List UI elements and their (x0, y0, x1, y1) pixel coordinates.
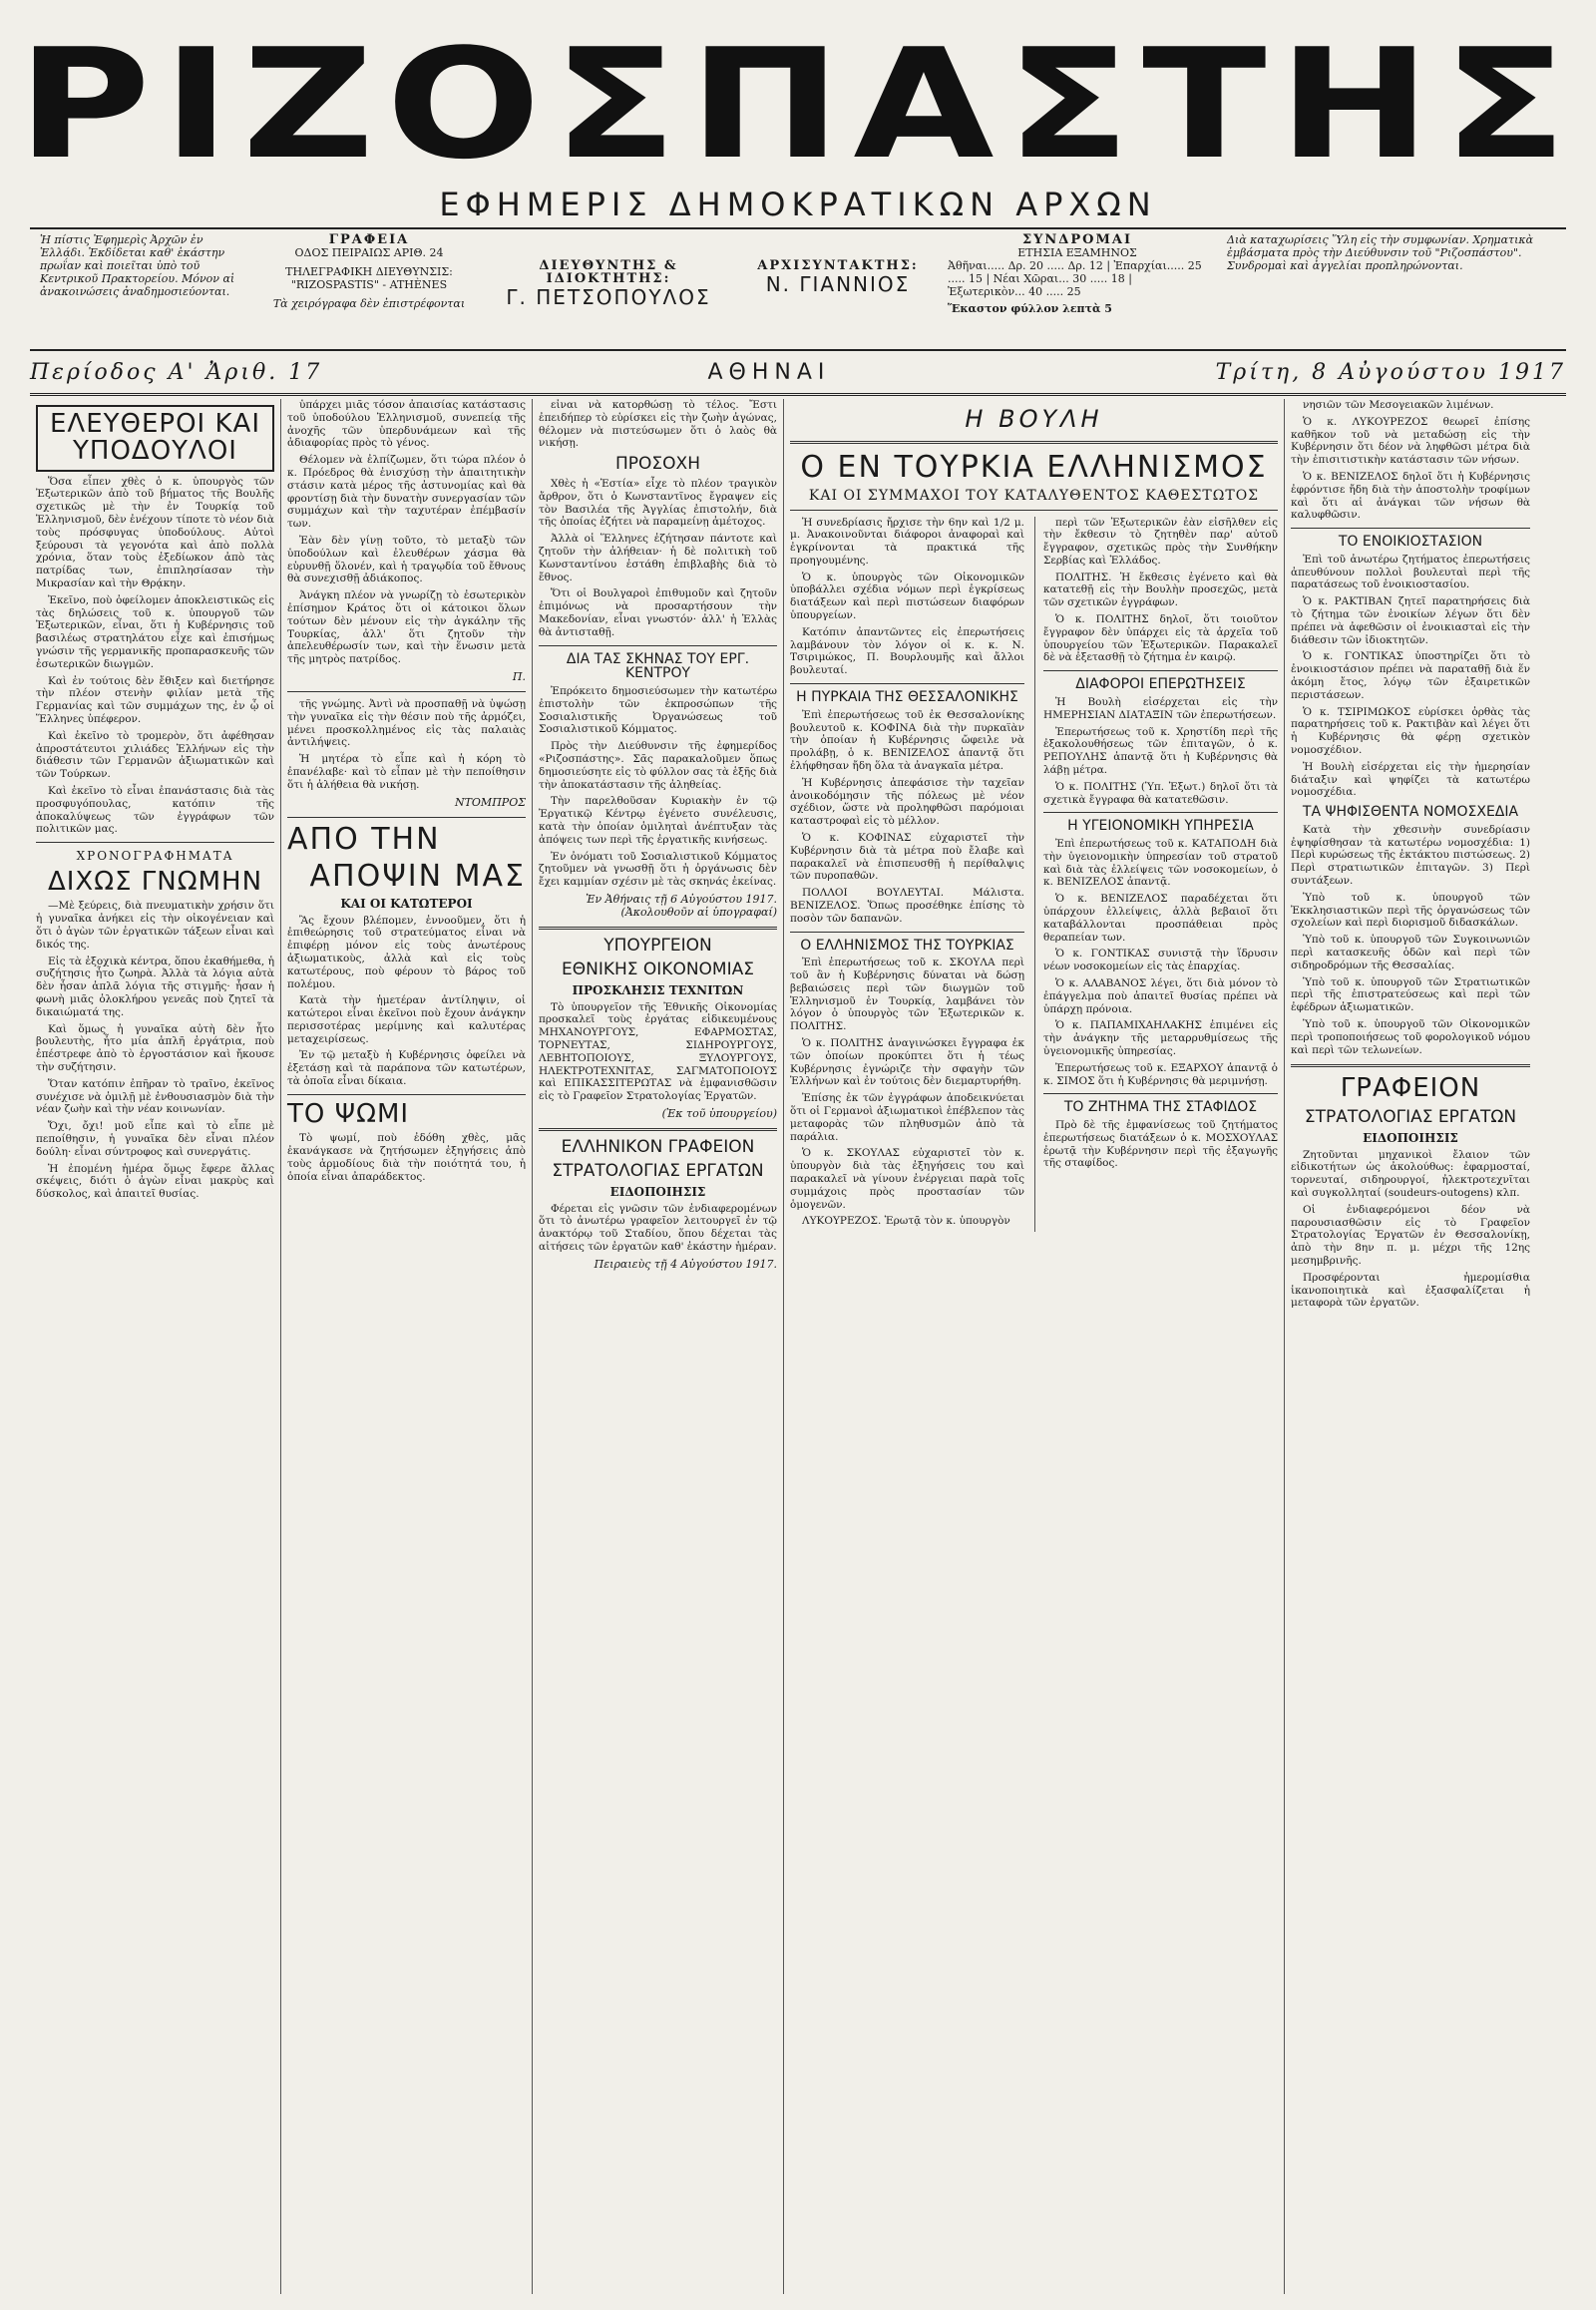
headline-labor-center: ΔΙΑ ΤΑΣ ΣΚΗΝΑΣ ΤΟΥ ΕΡΓ. ΚΕΝΤΡΟΥ (566, 650, 750, 682)
notices-box (1217, 229, 1566, 349)
offices-note: Τὰ χειρόγραφα δὲν ἐπιστρέφονται (272, 297, 466, 310)
headline-health-service: Η ΥΓΕΙΟΝΟΜΙΚΗ ΥΠΗΡΕΣΙΑ (1067, 818, 1254, 835)
article-paragraph: Κατόπιν ἀπαντῶντες εἰς ἐπερωτήσεις λαμβάνουν τὸν λόγον οἱ κ. κ. Ν. Τσιριμώκος, Π. Βουρλουμῆς καὶ ἄλλοι βουλευταί. (790, 625, 1024, 677)
column-4-parliament (784, 399, 1285, 2294)
subscriptions-columns: ΕΤΗΣΙΑ ΕΞΑΜΗΝΟΣ (1017, 246, 1137, 259)
motto-box (30, 229, 259, 349)
article-paragraph: Ὑπὸ τοῦ κ. ὑπουργοῦ τῶν Οἰκονομικῶν περὶ τροποποιήσεως τοῦ φορολογικοῦ νόμου καὶ περὶ τῶν τελωνείων. (1291, 1018, 1530, 1056)
article-paragraph: Χθὲς ἡ «Ἑστία» εἶχε τὸ πλέον τραγικὸν ἄρθρον, ὅτι ὁ Κωνσταντῖνος ἔγραψεν εἰς τὸν Βασιλέα τῆς Ἀγγλίας ἐπιστολήν, διὰ τῆς ὁποίας ἐζήτει νὰ παραμείνῃ ἀμέτοχος. (539, 478, 777, 529)
article-paragraph: —Μὲ ξεύρεις, διὰ πνευματικὴν χρήσιν ὅτι ἡ γυναῖκα ἀνήκει εἰς τὴν οἰκογένειαν καὶ ὅτι ὁ ἀγὼν τῶν ἐργατικῶν τάξεων εἶναι καὶ δικός της. (36, 900, 274, 951)
article-signature: Ἐν Ἀθήναις τῇ 6 Αὐγούστου 1917. (Ἀκολουθοῦν αἱ ὑπογραφαί) (586, 892, 777, 919)
article-paragraph: Ὁ κ. ΠΟΛΙΤΗΣ ἀναγινώσκει ἔγγραφα ἐκ τῶν ὁποίων προκύπτει ὅτι ἡ τέως Κυβέρνησις ἐγνώριζε τὴν σφαγὴν τῶν Ἑλλήνων καὶ ἐν τούτοις δὲν διεμαρτυρήθη. (790, 1036, 1024, 1088)
divider (539, 645, 777, 646)
article-paragraph: Καὶ ἐν τούτοις δὲν ἔθιξεν καὶ διετήρησε τὴν πλέον στενὴν φιλίαν μετὰ τῆς Γερμανίας καὶ τῶν συμμάχων της, ἐν ᾧ οἱ Ἕλληνες ὑπέφερον. (36, 674, 274, 725)
headline-hellenism-turkey: Ο ΕΝ ΤΟΥΡΚΙΑ ΕΛΛΗΝΙΣΜΟΣ (800, 450, 1268, 485)
newspaper-subtitle: ΕΦΗΜΕΡΙΣ ΔΗΜΟΚΡΑΤΙΚΩΝ ΑΡΧΩΝ (439, 186, 1157, 223)
director-heading: ΔΙΕΥΘΥΝΤΗΣ & ΙΔΙΟΚΤΗΤΗΣ: (539, 258, 678, 286)
column-3 (533, 399, 784, 2294)
divider (539, 1128, 777, 1131)
article-paragraph: Θέλομεν νὰ ἐλπίζωμεν, ὅτι τώρα πλέον ὁ κ. Πρόεδρος θὰ ἐνισχύσῃ τὴν ἀπαιτητικὴν στάσιν κατὰ μέρος τῆς ἀστυνομίας καὶ θὰ φροντίσῃ διὰ τὴν δυνατὴν συνεργασίαν τῶν συμμάχων καὶ τὴν ταχυτέραν ἐπέμβασίν των. (287, 454, 526, 531)
headline-hellenism-of-turkey: Ο ΕΛΛΗΝΙΣΜΟΣ ΤΗΣ ΤΟΥΡΚΙΑΣ (800, 937, 1014, 954)
article-paragraph: τῆς γνώμης. Ἀντὶ νὰ προσπαθῇ νὰ ὑψώσῃ τὴν γυναῖκα εἰς τὴν θέσιν ποὺ τῆς ἀρμόζει, μένει προσκολλημένος εἰς τὰς παλαιὰς ἀντιλήψεις. (287, 697, 526, 749)
headline-apopsin-mas: ΑΠΟΨΙΝ ΜΑΣ (309, 859, 526, 895)
article-paragraph: Ὁ κ. ΡΑΚΤΙΒΑΝ ζητεῖ παρατηρήσεις διὰ τὸ ζήτημα τῶν ἐνοικίων λέγων ὅτι δὲν πρέπει νὰ ἀφεθῶσιν οἱ ἐνοικιασταὶ εἰς τὴν διάθεσιν τῶν ἰδιοκτητῶν. (1291, 595, 1530, 646)
parliament-left (790, 517, 1024, 1233)
article-paragraph: περὶ τῶν Ἐξωτερικῶν ἐὰν εἰσῆλθεν εἰς τὴν ἔκθεσιν τὸ ζητηθὲν παρ' αὐτοῦ ἔγγραφον, σχετικῶς πρὸς τὴν Συνθήκην Σερβίας καὶ Ἑλλάδος. (1043, 516, 1278, 567)
article-paragraph: Ὑπὸ τοῦ κ. ὑπουργοῦ τῶν Στρατιωτικῶν περὶ τῆς ἐπιστρατεύσεως καὶ περὶ τῶν ἐφέδρων ἀξιωματικῶν. (1291, 975, 1530, 1014)
editor-name: Ν. ΓΙΑΝΝΙΟΣ (765, 272, 911, 296)
divider (790, 683, 1024, 684)
article-paragraph: Ἡ μητέρα τὸ εἶπε καὶ ἡ κόρη τὸ ἐπανέλαβε· καὶ τὸ εἶπαν μὲ τὴν πεποίθησιν ὅτι ἡ ἀλήθεια θὰ νικήσῃ. (287, 753, 526, 791)
headline-workers-conscription: ΣΤΡΑΤΟΛΟΓΙΑΣ ΕΡΓΑΤΩΝ (1304, 1106, 1517, 1127)
article-paragraph: Ἐπὶ ἐπερωτήσεως τοῦ ἐκ Θεσσαλονίκης βουλευτοῦ κ. ΚΟΦΙΝΑ διὰ τὴν πυρκαϊὰν τὴν ὁποίαν ἡ Κυβέρνησις ὤφειλε νὰ προλάβῃ, ὁ κ. ΒΕΝΙΖΕΛΟΣ ἀπαντᾷ ὅτι ἐλήφθησαν ἤδη ὅλα τὰ ἀναγκαῖα μέτρα. (790, 708, 1024, 772)
offices-heading: ΓΡΑΦΕΙΑ (328, 232, 410, 247)
section-kicker: ΧΡΟΝΟΓΡΑΦΗΜΑΤΑ (76, 849, 234, 864)
headline-labor-conscription: ΣΤΡΑΤΟΛΟΓΙΑΣ ΕΡΓΑΤΩΝ (552, 1160, 764, 1181)
parliament-subcolumns (790, 517, 1278, 1233)
divider (287, 817, 526, 818)
headline-apo-tin: ΑΠΟ ΤΗΝ (287, 821, 441, 857)
article-paragraph: Κατὰ τὴν ἡμετέραν ἀντίληψιν, οἱ κατώτεροι εἶναι ἐκεῖνοι ποὺ ἔχουν ἀνάγκην περισσοτέρας μερίμνης καὶ καλυτέρας μεταχειρίσεως. (287, 994, 526, 1045)
editor-heading: ΑΡΧΙΣΥΝΤΑΚΤΗΣ: (757, 258, 919, 273)
article-paragraph: ΠΟΛΛΟΙ ΒΟΥΛΕΥΤΑΙ. Μάλιστα. ΒΕΝΙΖΕΛΟΣ. Ὅπως προσέθηκε ἐπίσης τὸ ποσὸν τῶν δαπανῶν. (790, 887, 1024, 925)
headline-rent-control: ΤΟ ΕΝΟΙΚΙΟΣΤΑΣΙΟΝ (1338, 534, 1483, 551)
article-paragraph: Ὁ κ. ΓΟΝΤΙΚΑΣ ὑποστηρίζει ὅτι τὸ ἐνοικιοστάσιον πρέπει νὰ παραταθῇ διὰ ἕν ἀκόμη ἔτος, λόγῳ τῶν ἐξαιρετικῶν περιστάσεων. (1291, 650, 1530, 701)
editor-box (738, 229, 938, 349)
subheadline: ΚΑΙ ΟΙ ΣΥΜΜΑΧΟΙ ΤΟΥ ΚΑΤΑΛΥΘΕΝΤΟΣ ΚΑΘΕΣΤΩΤΟΣ (808, 487, 1260, 504)
article-paragraph: Ὁ κ. ΑΛΑΒΑΝΟΣ λέγει, ὅτι διὰ μόνον τὸ ἐπάγγελμα ποὺ ἀπαιτεῖ θυσίας πρέπει νὰ ὑπάρχῃ πρόνοια. (1043, 976, 1278, 1015)
issue-city: ΑΘΗΝΑΙ (707, 359, 831, 385)
telegraph-address: ΤΗΛΕΓΡΑΦΙΚΗ ΔΙΕΥΘΥΝΣΙΣ: "RIZOSPASTIS" - ATHÈNES (285, 265, 453, 291)
headline-to-psomi: ΤΟ ΨΩΜΙ (287, 1098, 410, 1129)
headline-various-questions: ΔΙΑΦΟΡΟΙ ΕΠΕΡΩΤΗΣΕΙΣ (1075, 676, 1246, 693)
article-paragraph: Ἡ Βουλὴ εἰσέρχεται εἰς τὴν ἡμερησίαν διάταξιν καὶ ψηφίζει τὰ κατωτέρω νομοσχέδια. (1291, 760, 1530, 799)
dateline (30, 351, 1566, 396)
divider (1043, 812, 1278, 813)
article-paragraph: Ὁ κ. ΒΕΝΙΖΕΛΟΣ δηλοῖ ὅτι ἡ Κυβέρνησις ἐφρόντισε ἤδη διὰ τὴν ἀποστολὴν τροφίμων καὶ ὅτι αἱ ἀνάγκαι τῶν νήσων θὰ καλυφθῶσιν. (1291, 470, 1530, 522)
headline-office: ΓΡΑΦΕΙΟΝ (1340, 1073, 1481, 1104)
article-paragraph: Ἐν ὀνόματι τοῦ Σοσιαλιστικοῦ Κόμματος ζητοῦμεν νὰ γνωσθῇ ὅτι ἡ ὀργάνωσις δὲν ἔχει καμμίαν σχέσιν μὲ τὰς σκηνάς ἐκείνας. (539, 850, 777, 889)
column-2 (281, 399, 533, 2294)
article-paragraph: Ἐπίσης ἐκ τῶν ἐγγράφων ἀποδεικνύεται ὅτι οἱ Γερμανοὶ ἀξιωματικοὶ ἐπέβλεπον τὰς μεταφορὰς τῶν πληθυσμῶν ἀπὸ τὰ παράλια. (790, 1092, 1024, 1143)
subheadline: ΕΙΔΟΠΟΙΗΣΙΣ (1363, 1130, 1458, 1145)
article-paragraph: Ἀλλὰ οἱ Ἕλληνες ἐζήτησαν πάντοτε καὶ ζητοῦν τὴν ἀλήθειαν· ἡ δὲ πολιτικὴ τοῦ Κωνσταντίνου ἐστάθη ἐπιβλαβὴς διὰ τὸ ἔθνος. (539, 533, 777, 583)
article-paragraph: Τὴν παρελθοῦσαν Κυριακὴν ἐν τῷ Ἐργατικῷ Κέντρῳ ἐγένετο συνέλευσις, κατὰ τὴν ὁποίαν ὁμιληταὶ ἀνέπτυξαν τὰς ἀπόψεις των περὶ τῆς ἐργατικῆς κινήσεως. (539, 795, 777, 846)
columns (30, 399, 1566, 2294)
article-paragraph: Ὁ κ. ΓΟΝΤΙΚΑΣ συνιστᾷ τὴν ἵδρυσιν νέων νοσοκομείων εἰς τὰς ἐπαρχίας. (1043, 948, 1278, 973)
subheadline: ΕΙΔΟΠΟΙΗΣΙΣ (609, 1184, 706, 1199)
article-paragraph: Ζητοῦνται μηχανικοὶ ἔλαιον τῶν εἰδικοτήτων ὡς ἀκολούθως: ἐφαρμοσταί, τορνευταί, σιδηρουργοί, ἠλεκτροτεχνῖται καὶ συγκολληταί (soudeurs-outogens) κλπ. (1291, 1148, 1530, 1199)
subscriptions-heading: ΣΥΝΔΡΟΜΑΙ (1021, 232, 1133, 247)
article-paragraph: Πρὸ δὲ τῆς ἐμφανίσεως τοῦ ζητήματος ἐπερωτήσεως διατάξεων ὁ κ. ΜΟΣΧΟΥΛΑΣ ἐρωτᾷ τὴν Κυβέρνησιν περὶ τῆς ἐξαγωγῆς τῆς σταφίδος. (1043, 1119, 1278, 1170)
article-paragraph: Ἐπερωτήσεως τοῦ κ. ΕΞΑΡΧΟΥ ἀπαντᾷ ὁ κ. ΣΙΜΟΣ ὅτι ἡ Κυβέρνησις θὰ μεριμνήσῃ. (1043, 1061, 1278, 1087)
divider (36, 842, 274, 843)
article-paragraph: Ὁ κ. ΣΚΟΥΛΑΣ εὐχαριστεῖ τὸν κ. ὑπουργὸν διὰ τὰς ἐξηγήσεις του καὶ παρακαλεῖ νὰ γίνουν ἐνέργειαι παρὰ τοῖς συμμάχοις πρὸς προστασίαν τῶν ὁμογενῶν. (790, 1147, 1024, 1211)
article-paragraph: Οἱ ἐνδιαφερόμενοι δέον νὰ παρουσιασθῶσιν εἰς τὸ Γραφεῖον Στρατολογίας Ἐργατῶν ἐν Θεσσαλονίκῃ, ἀπὸ τὴν 8ην π. μ. μέχρι τῆς 12ης μεσημβρινῆς. (1291, 1203, 1530, 1267)
director-box (479, 229, 738, 349)
article-paragraph: ΠΟΛΙΤΗΣ. Ἡ ἔκθεσις ἐγένετο καὶ θὰ κατατεθῇ εἰς τὴν Βουλὴν προσεχῶς, μετὰ τῶν σχετικῶν ἐγγράφων. (1043, 571, 1278, 609)
offices-box (259, 229, 479, 349)
article-paragraph: Ὁ κ. ΚΟΦΙΝΑΣ εὐχαριστεῖ τὴν Κυβέρνησιν διὰ τὰ μέτρα ποὺ ἔλαβε καὶ παρακαλεῖ νὰ ἐπισπευσθῇ ἡ περίθαλψις τῶν πυροπαθῶν. (790, 831, 1024, 883)
article-paragraph: Ἡ Κυβέρνησις ἀπεφάσισε τὴν ταχεῖαν ἀνοικοδόμησιν τῆς πόλεως μὲ νέον σχέδιον, ὥστε νὰ προληφθῶσι παρόμοιαι καταστροφαὶ εἰς τὸ μέλλον. (790, 776, 1024, 828)
info-bar (30, 227, 1566, 351)
article-paragraph: Ὁ κ. ΒΕΝΙΖΕΛΟΣ παραδέχεται ὅτι ὑπάρχουν ἐλλείψεις, ἀλλὰ βεβαιοῖ ὅτι καταβάλλονται προσπάθειαι πρὸς θεραπείαν των. (1043, 893, 1278, 944)
article-paragraph: Ὁ κ. ΠΟΛΙΤΗΣ δηλοῖ, ὅτι τοιοῦτον ἔγγραφον δὲν ὑπάρχει εἰς τὰ ἀρχεῖα τοῦ ὑπουργείου τῶν Ἐξωτερικῶν. Παρακαλεῖ δὲ νὰ ἐξετασθῇ τὸ ζήτημα ἐν καιρῷ. (1043, 613, 1278, 664)
newspaper-title: ΡΙΖΟΣΠΑΣΤΗΣ (17, 16, 1579, 192)
article-paragraph: Καὶ ἐκεῖνο τὸ τρομερὸν, ὅτι ἀφέθησαν ἀπροστάτευτοι χιλιάδες Ἑλλήνων εἰς τὴν διάθεσιν τῶν Γερμανῶν ἀξιωματικῶν καὶ τῶν Τούρκων. (36, 729, 274, 781)
divider (1043, 1093, 1278, 1094)
article-paragraph: Ἀνάγκη πλέον νὰ γνωρίζῃ τὸ ἐσωτερικὸν ἐπίσημον Κράτος ὅτι οἱ κάτοικοι ὅλων τούτων δὲν μένουν εἰς τὴν ἀγκάλην τῆς Τουρκίας, ἀλλ' ὅτι ζητοῦν τὴν ἀπελευθέρωσίν των, καὶ τὴν ἕνωσιν μετὰ τῆς μητρὸς πατρίδος. (287, 589, 526, 666)
article-paragraph: Προσφέρονται ἡμερομίσθια ἱκανοποιητικὰ καὶ ἐξασφαλίζεται ἡ μεταφορὰ τῶν ἐργατῶν. (1291, 1271, 1530, 1310)
article-paragraph: Ἐπρόκειτο δημοσιεύσωμεν τὴν κατωτέρω ἐπιστολὴν τῶν ἐκπροσώπων τῆς Σοσιαλιστικῆς Ὀργανώσεως τοῦ Σοσιαλιστικοῦ Κόμματος. (539, 684, 777, 736)
article-paragraph: Εἰς τὰ ἐξοχικὰ κέντρα, ὅπου ἐκαθήμεθα, ἡ συζήτησις ἦτο ζωηρὰ. Ἀλλὰ τὰ λόγια αὐτὰ δὲν ἦσαν ἁπλᾶ λόγια τῆς στιγμῆς· ἦσαν ἡ φωνὴ μιᾶς ὁλοκλήρου γενεᾶς ποὺ ζητεῖ τὰ δικαιώματά της. (36, 955, 274, 1018)
article-paragraph: Ἡ συνεδρίασις ἤρχισε τὴν 6ην καὶ 1/2 μ. μ. Ἀνακοινοῦνται διάφοροι ἀναφοραὶ καὶ ἐγκρίνονται τὰ πρακτικά τῆς προηγουμένης. (790, 516, 1024, 567)
article-paragraph: Καὶ ἐκεῖνο τὸ εἶναι ἐπανάστασις διὰ τὰς προσφυγόπουλας, κατόπιν τῆς ἀποκαλύψεως τῶν ἐγγράφων τῶν πολιτικῶν μας. (36, 784, 274, 836)
divider (790, 932, 1024, 933)
divider (1291, 1064, 1530, 1067)
article-paragraph: εἶναι νὰ κατορθώσῃ τὸ τέλος. Ἔστι ἐπειδήπερ τὸ εὑρίσκει εἰς τὴν ζωὴν ἀγώνας, θέλομεν νὰ πιστεύσωμεν ὅτι ὁ λαὸς θὰ νικήσῃ. (539, 399, 777, 450)
article-paragraph: Ἐὰν δὲν γίνῃ τοῦτο, τὸ μεταξὺ τῶν ὑποδούλων καὶ ἐλευθέρων χάσμα θὰ εὑρυνθῇ ὅλονέν, καὶ ἡ τραγῳδία τοῦ ἔθνους θὰ συνεχισθῇ ἀδιάκοπος. (287, 534, 526, 585)
headline-prosochi: ΠΡΟΣΟΧΗ (615, 454, 700, 475)
article-signature: Π. (512, 669, 526, 683)
headline-dichos-gnomin: ΔΙΧΩΣ ΓΝΩΜΗΝ (47, 867, 263, 898)
article-paragraph: Ἐν τῷ μεταξὺ ἡ Κυβέρνησις ὀφείλει νὰ ἐξετάσῃ καὶ τὰ παράπονα τῶν κατωτέρων, τὰ ὁποῖα εἶναι δίκαια. (287, 1049, 526, 1088)
article-paragraph: Ὑπὸ τοῦ κ. ὑπουργοῦ τῶν Ἐκκλησιαστικῶν περὶ τῆς ὀργανώσεως τῶν σχολείων καὶ περὶ διορισμοῦ διδασκάλων. (1291, 891, 1530, 930)
subscriptions-rates: Ἀθῆναι..... Δρ. 20 ..... Δρ. 12 | Ἐπαρχίαι..... 25 ..... 15 | Νέαι Χῶραι... 30 ..... 18 | Ἐξωτερικὸν... 40 ..... 25 (948, 259, 1202, 298)
headline-free-and-enslaved: ΕΛΕΥΘΕΡΟΙ ΚΑΙ ΥΠΟΔΟΥΛΟΙ (36, 405, 274, 472)
divider (790, 510, 1278, 511)
issue-price: Ἕκαστον φύλλον λεπτὰ 5 (948, 302, 1112, 315)
article-paragraph: Κατὰ τὴν χθεσινὴν συνεδρίασιν ἐψηφίσθησαν τὰ κατωτέρω νομοσχέδια: 1) Περὶ κυρώσεως τῆς ἐκτάκτου πιστώσεως. 2) Περὶ στρατιωτικῶν ἐπιταγῶν. 3) Περὶ συντάξεων. (1291, 823, 1530, 888)
article-paragraph: Ὅταν κατόπιν ἐπῆραν τὸ τραῖνο, ἐκεῖνος συνέχισε νὰ ὁμιλῇ μὲ ἐνθουσιασμὸν διὰ τὴν νέαν ζωὴν καὶ τὴν νέαν κοινωνίαν. (36, 1077, 274, 1116)
subheadline: ΚΑΙ ΟΙ ΚΑΤΩΤΕΡΟΙ (340, 896, 473, 911)
article-paragraph: Ἡ Βουλὴ εἰσέρχεται εἰς τὴν ΗΜΕΡΗΣΙΑΝ ΔΙΑΤΑΞΙΝ τῶν ἐπερωτήσεων. (1043, 695, 1278, 721)
article-signature: (Ἐκ τοῦ ὑπουργείου) (661, 1106, 777, 1120)
article-paragraph: Φέρεται εἰς γνῶσιν τῶν ἐνδιαφερομένων ὅτι τὸ ἀνωτέρω γραφεῖον λειτουργεῖ ἐν τῷ ἀνακτόρῳ τοῦ Σταδίου, ὅπου δέχεται τὰς αἰτήσεις τῶν ἐργατῶν καθ' ἑκάστην ἡμέραν. (539, 1202, 777, 1254)
article-paragraph: Ὁ κ. ὑπουργὸς τῶν Οἰκονομικῶν ὑποβάλλει σχέδια νόμων περὶ ἐγκρίσεως διατάξεων καὶ περὶ πιστώσεων διαφόρων ὑπουργείων. (790, 571, 1024, 622)
article-paragraph: Ἐπὶ ἐπερωτήσεως τοῦ κ. ΚΑΤΑΠΟΔΗ διὰ τὴν ὑγειονομικὴν ὑπηρεσίαν τοῦ στρατοῦ καὶ διὰ τὰς ἐλλείψεις τῶν νοσοκομείων, ὁ κ. ΒΕΝΙΖΕΛΟΣ ἀπαντᾷ. (1043, 838, 1278, 889)
headline-ministry: ΥΠΟΥΡΓΕΙΟΝ (603, 935, 712, 956)
subheadline: ΠΡΟΣΚΛΗΣΙΣ ΤΕΧΝΙΤΩΝ (572, 982, 744, 997)
subscriptions-box (938, 229, 1217, 349)
article-paragraph: Πρὸς τὴν Διεύθυνσιν τῆς ἐφημερίδος «Ριζοσπάστης». Σᾶς παρακαλοῦμεν ὅπως δημοσιεύσητε εἰς τὸ φύλλον σας τὰ ἑξῆς διὰ τὴν ἀποκατάστασιν τῆς ἀληθείας. (539, 740, 777, 791)
article-paragraph: ὑπάρχει μιᾶς τόσον ἀπαισίας κατάστασις τοῦ ὑποδούλου Ἑλληνισμοῦ, συνεπείᾳ τῆς ἀνοχῆς τῶν ὑπερδυνάμεων καὶ τῆς ἀδιαφορίας πρὸς τὸ γένος. (287, 399, 526, 450)
article-paragraph: νησιῶν τῶν Μεσογειακῶν λιμένων. (1303, 399, 1494, 411)
headline-raisin-question: ΤΟ ΖΗΤΗΜΑ ΤΗΣ ΣΤΑΦΙΔΟΣ (1063, 1099, 1258, 1116)
motto-text: Ἡ πίστις Ἐφημερὶς Ἀρχῶν ἐν Ἑλλάδι. Ἐκδίδεται καθ' ἑκάστην πρωΐαν καὶ ποιεῖται ὑπὸ τοῦ Κεντρικοῦ Πρακτορείου. Μόνον αἱ ἀνακοινώσεις ἀναδημοσιεύονται. (40, 233, 235, 298)
section-parliament: Η ΒΟΥΛΗ (965, 405, 1103, 433)
article-paragraph: ΛΥΚΟΥΡΕΖΟΣ. Ἐρωτᾷ τὸν κ. ὑπουργὸν (802, 1215, 1010, 1228)
article-paragraph: Ὅτι οἱ Βουλγαροὶ ἐπιθυμοῦν καὶ ζητοῦν ἐπιμόνως νὰ προσαρτήσουν τὴν Μακεδονίαν, εἶναι γνωστόν· ἀλλ' ἡ Ἑλλὰς θὰ ἀντισταθῇ. (539, 587, 777, 638)
article-paragraph: Ὄχι, ὄχι! μοῦ εἶπε καὶ τὸ εἶπε μὲ πεποίθησιν, ἡ γυναῖκα δὲν εἶναι πλέον δούλη· εἶναι σύντροφος καὶ συνεργάτις. (36, 1120, 274, 1158)
headline-voted-bills: ΤΑ ΨΗΦΙΣΘΕΝΤΑ ΝΟΜΟΣΧΕΔΙΑ (1302, 804, 1519, 821)
divider (539, 927, 777, 930)
article-paragraph: Ἐπὶ ἐπερωτήσεως τοῦ κ. ΣΚΟΥΛΑ περὶ τοῦ ἂν ἡ Κυβέρνησις δύναται νὰ δώσῃ βεβαιώσεις περὶ τῶν διωγμῶν τοῦ Ἑλληνισμοῦ ἐν Τουρκίᾳ, λαμβάνει τὸν λόγον ὁ ὑπουργὸς τῶν Ἐξωτερικῶν κ. ΠΟΛΙΤΗΣ. (790, 957, 1024, 1033)
divider (790, 441, 1278, 444)
divider (287, 1094, 526, 1095)
article-paragraph: Ἐκεῖνο, ποὺ ὀφείλομεν ἀποκλειστικῶς εἰς τὰς δηλώσεις τοῦ κ. ὑπουργοῦ τῶν Ἐξωτερικῶν, εἶναι, ὅτι ἡ Κυβέρνησις τοῦ βασιλέως στρατηλάτου εἶχε καὶ ἐπισήμως γνώσιν τῆς γερμανικῆς προπαρασκευῆς τῶν ἐσωτερικῶν διωγμῶν. (36, 593, 274, 670)
divider (287, 691, 526, 692)
article-paragraph: Ὁ κ. ΠΟΛΙΤΗΣ (Ὑπ. Ἐξωτ.) δηλοῖ ὅτι τὰ σχετικὰ ἔγγραφα θὰ κατατεθῶσιν. (1043, 780, 1278, 806)
offices-address: ΟΔΟΣ ΠΕΙΡΑΙΩΣ ΑΡΙΘ. 24 (294, 246, 444, 259)
article-paragraph: Ἐπὶ τοῦ ἀνωτέρω ζητήματος ἐπερωτήσεις ἀπευθύνουν πολλοὶ βουλευταὶ περὶ τῆς παρατάσεως τοῦ ἐνοικιοστασίου. (1291, 553, 1530, 591)
divider (1291, 528, 1530, 529)
article-paragraph: Ὑπὸ τοῦ κ. ὑπουργοῦ τῶν Συγκοινωνιῶν περὶ κατασκευῆς ὁδῶν καὶ περὶ τῶν σιδηροδρόμων τῆς Θεσσαλίας. (1291, 934, 1530, 971)
masthead (0, 16, 1596, 223)
article-paragraph: Ὁ κ. ΠΑΠΑΜΙΧΑΗΛΑΚΗΣ ἐπιμένει εἰς τὴν ἀνάγκην τῆς μεταρρυθμίσεως τῆς ὑγειονομικῆς ὑπηρεσίας. (1043, 1019, 1278, 1057)
article-paragraph: Ὅσα εἶπεν χθὲς ὁ κ. ὑπουργὸς τῶν Ἐξωτερικῶν ἀπὸ τοῦ βήματος τῆς Βουλῆς σχετικῶς μὲ τὴν ἐν Τουρκίᾳ τοῦ Ἑλληνισμοῦ, δὲν ἐνέχουν τίποτε τὸ νέον διὰ τοὺς πρόσφυγας ὑποδούλους. Αὐτοὶ ξεύρουσι τὰ γεγονότα καὶ ἀπὸ πολλὰ χρόνια, ὅταν τοὺς ἐξεδίωκον ἀπὸ τὰς πατρίδας των, ἐπιπλησίασαν τὴν Μικρασίαν καὶ τὴν Θρᾴκην. (36, 475, 274, 589)
article-paragraph: Τὸ ψωμί, ποὺ ἐδόθη χθὲς, μᾶς ἐκανάγκασε νὰ ζητήσωμεν ἐξηγήσεις ἀπὸ τοὺς ἁρμοδίους διὰ τὴν ποιότητά του, ἡ ὁποία εἶναι ἀπαράδεκτος. (287, 1132, 526, 1183)
article-paragraph: Καὶ ὅμως ἡ γυναῖκα αὐτὴ δὲν ἦτο βουλευτὴς, ἦτο μία ἁπλῆ ἐργάτρια, ποὺ ἐπέστρεφε ἀπὸ τὸ ἐργοστάσιον καὶ ἤκουσε τὴν συζήτησιν. (36, 1022, 274, 1073)
notices-text: Διὰ καταχωρίσεις Ὕλη εἰς τὴν συμφωνίαν. Χρηματικὰ ἐμβάσματα πρὸς τὴν Διεύθυνσιν τοῦ "Ριζοσπάστου". Συνδρομαὶ καὶ ἀγγελίαι προπληρώνονται. (1227, 233, 1534, 272)
divider (1043, 670, 1278, 671)
director-name: Γ. ΠΕΤΣΟΠΟΥΛΟΣ (506, 285, 711, 309)
headline-thessaloniki-fire: Η ΠΥΡΚΑΙΑ ΤΗΣ ΘΕΣΣΑΛΟΝΙΚΗΣ (796, 689, 1018, 706)
issue-period: Περίοδος Α' Ἀριθ. 17 (30, 359, 323, 385)
issue-date: Τρίτη, 8 Αὐγούστου 1917 (1215, 359, 1566, 385)
article-paragraph: Ἐπερωτήσεως τοῦ κ. Χρηστίδη περὶ τῆς ἐξακολουθήσεως τῶν ἐπιταγῶν, ὁ κ. ΡΕΠΟΥΛΗΣ ἀπαντᾷ ὅτι ἡ Κυβέρνησις θὰ λάβῃ μέτρα. (1043, 725, 1278, 776)
column-5 (1285, 399, 1536, 2294)
headline-greek-office: ΕΛΛΗΝΙΚΟΝ ΓΡΑΦΕΙΟΝ (561, 1136, 755, 1157)
article-paragraph: Ὁ κ. ΛΥΚΟΥΡΕΖΟΣ θεωρεῖ ἐπίσης καθῆκον τοῦ νὰ μεταδώσῃ εἰς τὴν Κυβέρνησιν ὅτι δέον νὰ ληφθῶσι μέτρα διὰ τὴν ἐπισιτιστικὴν κατάστασιν τῶν νήσων. (1291, 415, 1530, 467)
article-signature: ΝΤΟΜΠΡΟΣ (454, 795, 526, 809)
parliament-right (1034, 517, 1278, 1233)
column-1 (30, 399, 281, 2294)
article-paragraph: Ἂς ἔχουν βλέπομεν, ἐννοοῦμεν, ὅτι ἡ ἐπιθεώρησις τοῦ στρατεύματος εἶναι νὰ ἐπιφέρῃ μόνον εἰς τοὺς ἀνωτέρους ἀξιωματικοὺς, ἀλλὰ καὶ εἰς τοὺς κατωτέρους, ποὺ φέρουν τὸ βάρος τοῦ πολέμου. (287, 914, 526, 990)
article-paragraph: Ἡ ἐπομένη ἡμέρα ὅμως ἔφερε ἄλλας σκέψεις, διότι ὁ ἀγὼν εἶναι μακρὺς καὶ δύσκολος, καὶ ἀπαιτεῖ θυσίας. (36, 1162, 274, 1201)
headline-national-economy: ΕΘΝΙΚΗΣ ΟΙΚΟΝΟΜΙΑΣ (561, 959, 754, 979)
article-paragraph: Ὁ κ. ΤΣΙΡΙΜΩΚΟΣ εὑρίσκει ὀρθὰς τὰς παρατηρήσεις τοῦ κ. Ρακτιβὰν καὶ λέγει ὅτι ἡ Κυβέρνησις θὰ φέρῃ σχετικὸν νομοσχέδιον. (1291, 705, 1530, 757)
article-paragraph: Τὸ ὑπουργεῖον τῆς Ἐθνικῆς Οἰκονομίας προσκαλεῖ τοὺς ἐργάτας εἰδικευμένους ΜΗΧΑΝΟΥΡΓΟΥΣ, ΕΦΑΡΜΟΣΤΑΣ, ΤΟΡΝΕΥΤΑΣ, ΣΙΔΗΡΟΥΡΓΟΥΣ, ΛΕΒΗΤΟΠΟΙΟΥΣ, ΞΥΛΟΥΡΓΟΥΣ, ΗΛΕΚΤΡΟΤΕΧΝΙΤΑΣ, ΣΑΓΜΑΤΟΠΟΙΟΥΣ καὶ ΕΠΙΚΑΣΣΙΤΕΡΩΤΑΣ νὰ ἐμφανισθῶσιν εἰς τὸ Γραφεῖον Στρατολογίας Ἐργατῶν. (539, 1000, 777, 1103)
article-signature: Πειραιεὺς τῇ 4 Αὐγούστου 1917. (594, 1257, 777, 1271)
